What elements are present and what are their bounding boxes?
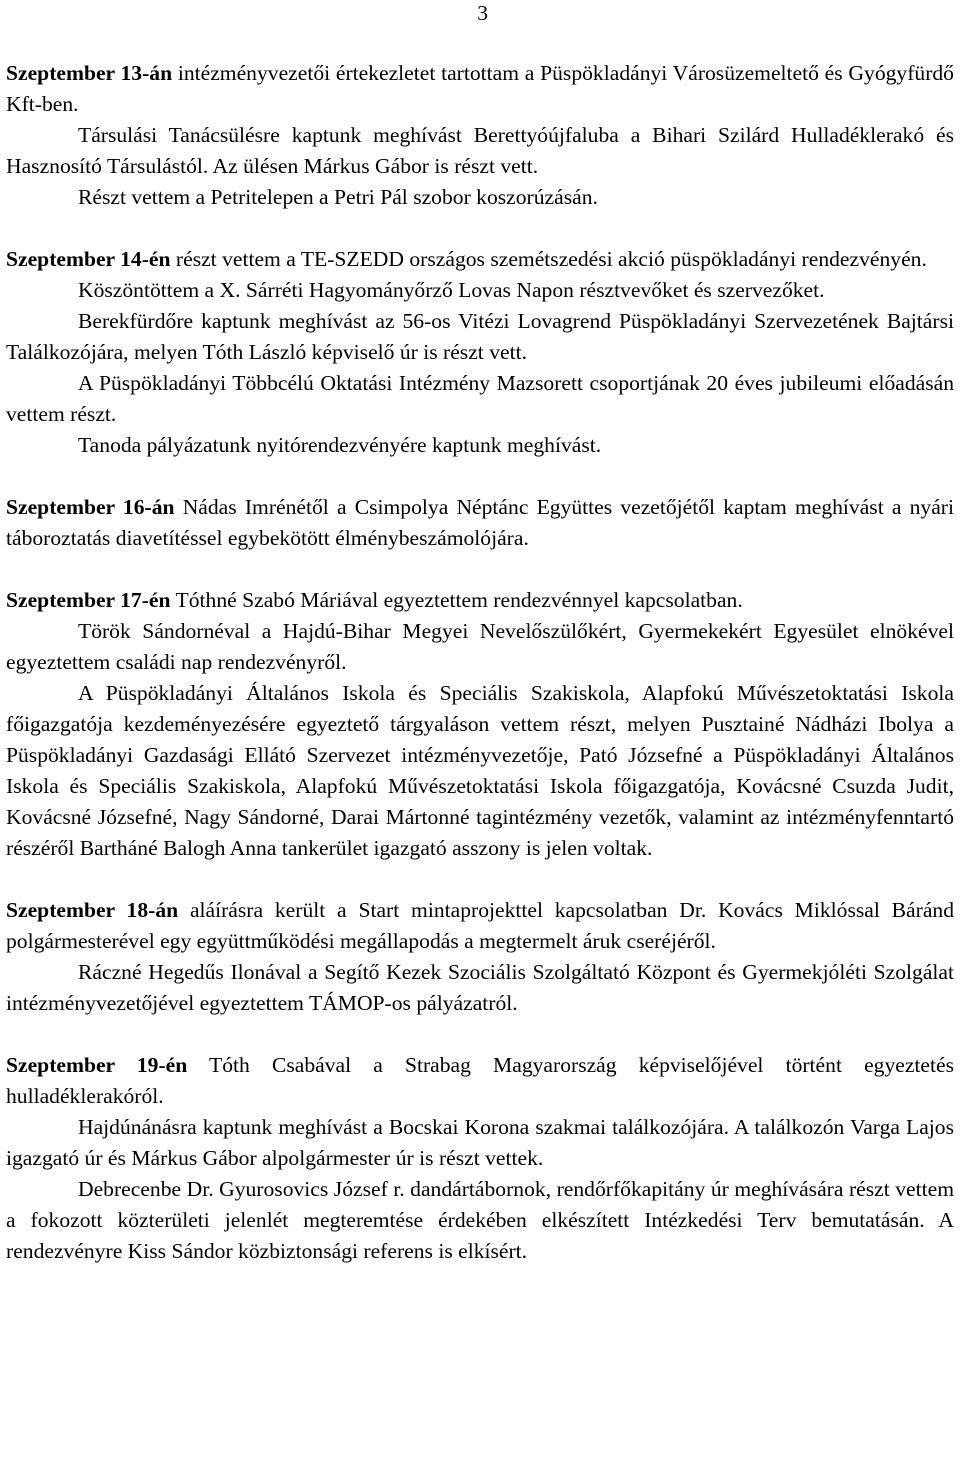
entry-paragraph: Berekfürdőre kaptunk meghívást az 56-os Vitézi Lovagrend Püspökladányi Szervezetének Bajtársi Találkozójára, melyen Tóth László képviselő úr is részt vett. xyxy=(6,309,954,364)
entry-september-14 xyxy=(6,244,954,461)
entry-paragraph: Debrecenbe Dr. Gyurosovics József r. dandártábornok, rendőrfőkapitány úr meghívására részt vettem a fokozott közterületi jelenlét megteremtése érdekében elkészített Intézkedési Terv bemutatásán. A rendezvényre Kiss Sándor közbiztonsági referens is elkísért. xyxy=(6,1177,954,1263)
entry-september-18 xyxy=(6,895,954,1019)
entry-text: aláírásra került a Start mintaprojekttel kapcsolatban Dr. Kovács Miklóssal Báránd polgármesterével egy együttműködési megállapodás a megtermelt áruk cseréjéről. xyxy=(6,898,954,953)
entry-text: Tóthné Szabó Máriával egyeztettem rendezvénnyel kapcsolatban. xyxy=(175,588,743,612)
entry-text: Nádas Imrénétől a Csimpolya Néptánc Együttes vezetőjétől kaptam meghívást a nyári táboroztatás diavetítéssel egybekötött élménybeszámolójára. xyxy=(6,495,955,550)
entry-paragraph: Köszöntöttem a X. Sárréti Hagyományőrző Lovas Napon résztvevőket és szervezőket. xyxy=(78,278,825,302)
entry-paragraph: Társulási Tanácsülésre kaptunk meghívást Berettyóújfaluba a Bihari Szilárd Hulladéklerakó és Hasznosító Társulástól. Az ülésen Márkus Gábor is részt vett. xyxy=(6,123,954,178)
entry-paragraph xyxy=(6,244,954,275)
entry-paragraph xyxy=(6,492,954,554)
page-number: 3 xyxy=(477,1,488,25)
entry-paragraph: Hajdúnánásra kaptunk meghívást a Bocskai Korona szakmai találkozójára. A találkozón Varga Lajos igazgató úr és Márkus Gábor alpolgármester úr is részt vettek. xyxy=(6,1115,954,1170)
document-body xyxy=(6,58,954,1267)
entry-text: részt vettem a TE-SZEDD országos szemétszedési akció püspökladányi rendezvényén. xyxy=(175,247,927,271)
entry-paragraph: Részt vettem a Petritelepen a Petri Pál szobor koszorúzásán. xyxy=(78,185,598,209)
entry-september-16 xyxy=(6,492,954,554)
entry-date: Szeptember 16-án xyxy=(6,495,175,519)
entry-paragraph: A Püspökladányi Általános Iskola és Speciális Szakiskola, Alapfokú Művészetoktatási Iskola főigazgatója kezdeményezésére egyeztető tárgyaláson vettem részt, melyen Pusztainé Nádházi Ibolya a Püspökladányi Gazdasági Ellátó Szervezet intézményvezetője, Pató Józsefné a Püspökladányi Általános Iskola és Speciális Szakiskola, Alapfokú Művészetoktatási Iskola főigazgatója, Kovácsné Csuzda Judit, Kovácsné Józsefné, Nagy Sándorné, Darai Mártonné tagintézmény vezetők, valamint az intézményfenntartó részéről Bartháné Balogh Anna tankerület igazgató asszony is jelen voltak. xyxy=(6,681,954,860)
entry-date: Szeptember 19-én xyxy=(6,1053,188,1077)
entry-paragraph: Ráczné Hegedűs Ilonával a Segítő Kezek Szociális Szolgáltató Központ és Gyermekjóléti Szolgálat intézményvezetőjével egyeztettem TÁMOP-os pályázatról. xyxy=(6,960,954,1015)
entry-september-13 xyxy=(6,58,954,213)
entry-date: Szeptember 13-án xyxy=(6,61,173,85)
entry-paragraph xyxy=(6,585,954,616)
entry-text: intézményvezetői értekezletet tartottam a Püspökladányi Városüzemeltető és Gyógyfürdő Kft-ben. xyxy=(6,61,954,116)
entry-date: Szeptember 14-én xyxy=(6,247,171,271)
entry-paragraph: A Püspökladányi Többcélú Oktatási Intézmény Mazsorett csoportjának 20 éves jubileumi előadásán vettem részt. xyxy=(6,371,954,426)
entry-september-17 xyxy=(6,585,954,864)
entry-paragraph xyxy=(6,1050,954,1112)
entry-text: Tóth Csabával a Strabag Magyarország képviselőjével történt egyeztetés hulladéklerakóról. xyxy=(6,1053,954,1108)
entry-date: Szeptember 17-én xyxy=(6,588,171,612)
entry-paragraph xyxy=(6,895,954,957)
entry-date: Szeptember 18-án xyxy=(6,898,179,922)
entry-paragraph xyxy=(6,58,954,120)
entry-paragraph: Tanoda pályázatunk nyitórendezvényére kaptunk meghívást. xyxy=(78,433,602,457)
entry-paragraph: Török Sándornéval a Hajdú-Bihar Megyei Nevelőszülőkért, Gyermekekért Egyesület elnökével egyeztettem családi nap rendezvényről. xyxy=(6,619,954,674)
entry-september-19 xyxy=(6,1050,954,1267)
